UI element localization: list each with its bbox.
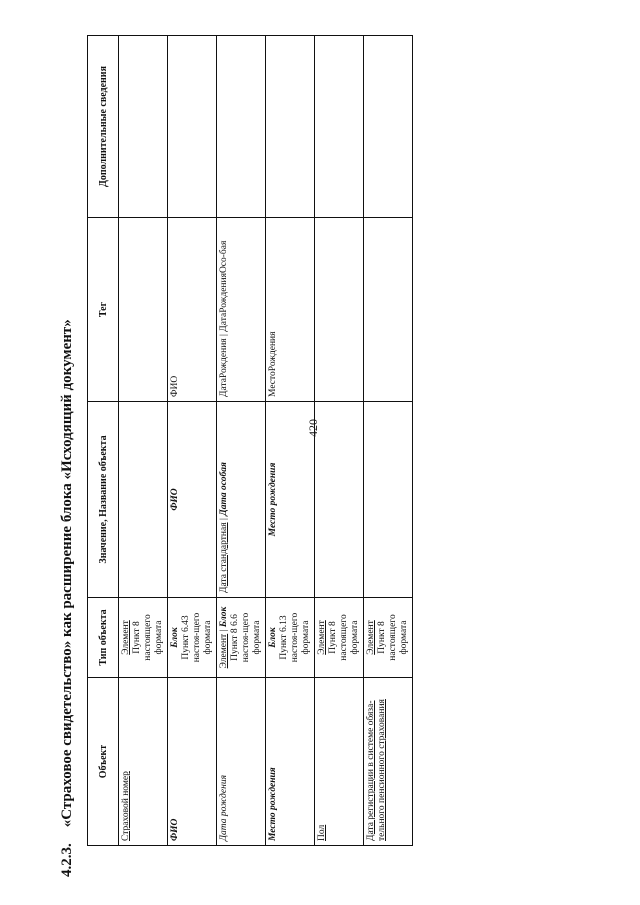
type-name-sep: |	[219, 627, 229, 634]
type-name: Блок	[170, 627, 180, 648]
object-sex: Пол	[317, 824, 327, 841]
column-header-value: Значение, Название объекта	[88, 402, 119, 598]
cell-type	[119, 598, 168, 678]
column-header-type: Тип объекта	[88, 598, 119, 678]
cell-tag: ДатаРождения | ДатаРожденияОсо-бая	[217, 218, 266, 402]
type-ref: Пункт 8 настоящего формата	[377, 614, 409, 661]
cell-tag	[119, 218, 168, 402]
cell-tag	[315, 218, 364, 402]
cell-object	[168, 678, 217, 846]
cell-object	[119, 678, 168, 846]
object-birth-place: Место рождения	[268, 767, 278, 841]
table-row	[266, 36, 315, 846]
cell-object	[364, 678, 413, 846]
extension-table	[87, 35, 413, 846]
section-heading	[56, 257, 78, 877]
page-number: 420	[306, 419, 320, 437]
type-name: Элемент	[366, 620, 376, 655]
cell-value	[119, 402, 168, 598]
object-insurance-number: Страховой номер	[121, 771, 131, 841]
cell-value	[315, 402, 364, 598]
type-ref: Пункт 6.13 настоя-щего формата	[279, 612, 311, 663]
object-registration-date: Дата регистрации в системе обяза-тельного пенсионного страхования	[366, 699, 387, 841]
type-ref: Пункт 8 настоящего формата	[328, 614, 360, 661]
value-birth-place: Место рождения	[268, 462, 278, 537]
table-row	[315, 36, 364, 846]
cell-object	[217, 678, 266, 846]
cell-type	[315, 598, 364, 678]
value-sep: |	[219, 515, 229, 523]
cell-extra	[119, 36, 168, 218]
type-name	[219, 602, 230, 673]
type-ref: Пункт 8 6.6 настоя-щего формата	[230, 612, 262, 663]
type-name-element: Элемент	[219, 633, 229, 669]
object-birth-date: Дата рождения	[219, 774, 229, 841]
table-row	[119, 36, 168, 846]
cell-object	[266, 678, 315, 846]
type-name-block: Блок	[219, 606, 229, 628]
value-fio: ФИО	[170, 488, 180, 511]
cell-object	[315, 678, 364, 846]
table-header-row	[88, 36, 119, 846]
type-ref: Пункт 6.43 настоя-щего формата	[181, 612, 213, 663]
cell-type	[364, 598, 413, 678]
cell-value	[168, 402, 217, 598]
type-name: Блок	[268, 627, 278, 648]
column-header-object: Объект	[88, 678, 119, 846]
cell-value	[217, 402, 266, 598]
cell-extra	[315, 36, 364, 218]
object-fio: ФИО	[170, 818, 180, 841]
table-row	[364, 36, 413, 846]
type-name: Элемент	[317, 620, 327, 655]
cell-extra	[266, 36, 315, 218]
type-name: Элемент	[121, 620, 131, 655]
type-ref: Пункт 8 настоящего формата	[132, 614, 164, 661]
section-number: 4.2.3.	[59, 843, 75, 877]
cell-tag: МестоРождения	[266, 218, 315, 402]
column-header-extra: Дополнительные сведения	[88, 36, 119, 218]
cell-tag	[364, 218, 413, 402]
cell-extra	[364, 36, 413, 218]
column-header-tag: Тег	[88, 218, 119, 402]
table-row	[217, 36, 266, 846]
cell-type	[217, 598, 266, 678]
extension-table-wrap	[87, 36, 409, 846]
cell-extra	[217, 36, 266, 218]
cell-tag: ФИО	[168, 218, 217, 402]
value-date-special: Дата особая	[219, 462, 229, 516]
cell-value	[266, 402, 315, 598]
table-row	[168, 36, 217, 846]
cell-extra	[168, 36, 217, 218]
cell-value	[364, 402, 413, 598]
cell-type	[266, 598, 315, 678]
section-title: «Страховое свидетельство» как расширение блока «Исходящий документ»	[59, 319, 75, 828]
cell-type	[168, 598, 217, 678]
value-date-standard: Дата стандартная	[219, 522, 229, 593]
